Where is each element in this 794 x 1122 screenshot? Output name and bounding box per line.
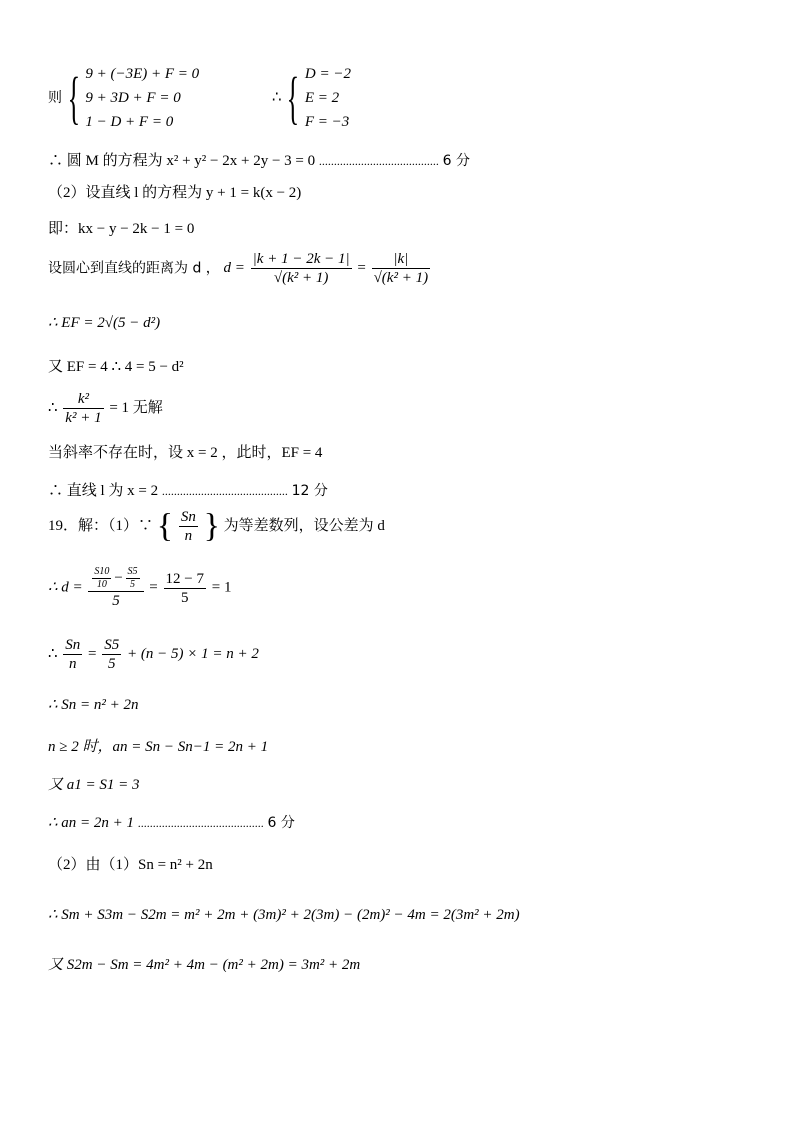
line-slope: 当斜率不存在时，设 x = 2 ，此时，EF = 4 [48,445,323,461]
fraction-denominator: 5 [112,593,120,609]
line-d [48,566,231,610]
system-row: 9 + (−3E) + F = 0 [85,66,200,82]
line-a1: 又 a1 = S1 = 3 [48,777,140,793]
fraction [63,390,103,427]
score-label: 6 分 [442,153,470,169]
therefore-symbol: ∴ [272,89,282,106]
system-row: 9 + 3D + F = 0 [85,90,181,106]
therefore-symbol: ∴ [48,646,58,662]
equals-sign: = [357,260,366,276]
line-l [48,484,328,499]
fraction-denominator: 5 [108,656,116,672]
system-rows [305,62,351,134]
system-row: F = −3 [304,114,350,130]
fraction-numerator: 12 − 7 [165,570,204,587]
fraction [372,250,431,287]
system-row: E = 2 [304,90,340,106]
line-you: 又 EF = 4 ∴ 4 = 5 − d² [48,359,184,375]
d-lhs: ∴ d = [48,579,83,596]
fraction-denominator: n [184,528,193,544]
fraction-numerator: S10 [94,566,110,577]
inner-fraction [126,566,140,591]
dot-leader: .......................................... [137,816,264,830]
score-label: 6 分 [267,815,295,831]
line-part2-head: （2）设直线 l 的方程为 y + 1 = k(x − 2) [48,185,302,201]
line-no-solution [48,390,163,427]
line-circle-equation [48,154,470,169]
fraction-numerator: |k + 1 − 2k − 1| [252,251,350,267]
system-prefix: 则 [48,90,62,106]
fraction [63,636,82,673]
line-an [48,816,295,831]
system-row: 1 − D + F = 0 [85,114,174,130]
therefore-symbol: ∴ [48,400,58,416]
fraction-numerator: $\frac{S10}{10}$ − $\frac{S5}{5}$ [88,566,143,592]
line-ef: ∴ EF = 2√(5 − d²) [48,315,161,331]
equation-rest: + (n − 5) × 1 = n + 2 [127,646,259,662]
fraction-denominator: √(k² + 1) [373,270,429,286]
fraction-numerator: S5 [127,566,138,577]
score-label: 12 分 [291,483,328,499]
equals-sign: = [88,646,97,662]
fraction-denominator: n [69,656,77,672]
fraction-denominator: k² + 1 [65,410,102,426]
fraction [102,636,121,673]
line-sn-over-n [48,636,259,673]
fraction-numerator: Sn [65,637,81,653]
distance-prefix: 设圆心到直线的距离为 d ， [48,260,220,277]
fraction [179,508,198,545]
q19-head [48,508,385,545]
dot-leader: ........................................ [318,154,439,168]
inner-fraction [92,566,111,591]
equation-text: ∴ 圆 M 的方程为 x² + y² − 2x + 2y − 3 = 0 [48,153,316,169]
fraction [164,570,206,607]
equation-system-2 [272,62,351,134]
line-part2-19: （2）由（1）Sn = n² + 2n [48,857,213,873]
system-row: D = −2 [304,66,351,82]
line-sn: ∴ Sn = n² + 2n [48,697,139,713]
equation-rest: = 1 无解 [109,400,163,416]
fraction-denominator: 10 [96,579,107,590]
line-an-general: n ≥ 2 时，an = Sn − Sn−1 = 2n + 1 [48,739,269,755]
left-brace: { [67,65,80,130]
fraction [251,250,352,287]
fraction-numerator: |k| [372,250,431,269]
system-rows [85,62,199,134]
left-brace: { [156,507,174,545]
fraction-numerator: k² [63,390,103,409]
equation-text: ∴ an = 2n + 1 [48,815,135,831]
fraction-numerator: S5 [104,637,120,653]
right-brace: } [203,507,220,545]
line-s2m: 又 S2m − Sm = 4m² + 4m − (m² + 2m) = 3m² + 2m [48,957,361,973]
equation-system-1 [48,62,199,134]
fraction [88,566,143,610]
fraction-denominator: √(k² + 1) [273,270,329,286]
fraction-numerator: Sn [180,509,196,525]
line-ji: 即：kx − y − 2k − 1 = 0 [48,221,195,237]
line-sm: ∴ Sm + S3m − S2m = m² + 2m + (3m)² + 2(3m) − (2m)² − 4m = 2(3m² + 2m) [48,907,520,923]
equation-text: ∴ 直线 l 为 x = 2 [48,483,159,499]
fraction-denominator: 5 [181,589,189,606]
question-prefix: 19．解：（1）∵ [48,518,154,534]
equation-rest: = 1 [211,579,232,596]
fraction-denominator: 5 [130,579,136,590]
left-brace: { [286,65,300,130]
distance-lhs: d = [223,260,245,276]
question-rest: 为等差数列，设公差为 d [223,518,385,534]
equals-sign: = [149,579,158,596]
dot-leader: .......................................... [161,484,288,498]
line-distance [48,250,432,287]
